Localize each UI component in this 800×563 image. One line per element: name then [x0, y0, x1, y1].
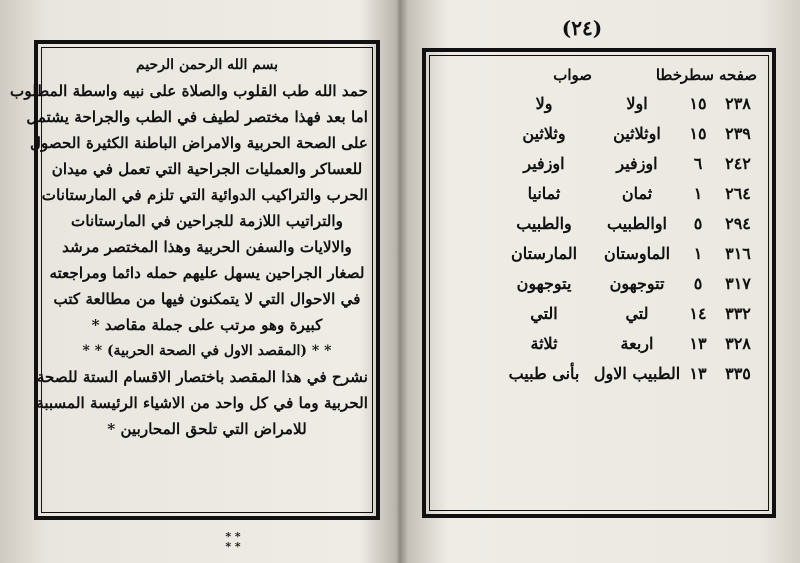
- errata-body: [436, 88, 762, 388]
- errata-page-cell: ٣٣٢: [725, 303, 751, 323]
- errata-row: [436, 268, 762, 298]
- errata-row: [436, 328, 762, 358]
- text-line: والالايات والسفن الحربية وهذا المختصر مرشد: [62, 238, 352, 256]
- errata-line-cell: ١٥: [689, 123, 707, 143]
- errata-right-cell: ثلاثة: [530, 333, 558, 353]
- left-page: [0, 0, 398, 563]
- errata-row: [436, 238, 762, 268]
- errata-row: [436, 298, 762, 328]
- errata-wrong-cell: اوزفير: [616, 153, 658, 173]
- text-line: كبيرة وهو مرتب على جملة مقاصد *: [91, 316, 323, 334]
- errata-right-cell: التي: [530, 303, 558, 323]
- errata-wrong-cell: الماوستان: [603, 243, 671, 263]
- text-line: اما بعد فهذا مختصر لطيف في الطب والجراحة يشتمل: [26, 108, 368, 126]
- errata-row: [436, 178, 762, 208]
- text-line: نشرح في هذا المقصد باختصار الاقسام الستة للصحة: [36, 368, 368, 386]
- errata-wrong-cell: اربعة: [620, 333, 654, 353]
- errata-line-cell: ٥: [693, 213, 703, 233]
- text-line: والتراتيب اللازمة للجراحين في المارستانات: [71, 212, 343, 230]
- errata-page-cell: ٢٣٨: [725, 93, 751, 113]
- errata-wrong-cell: اولا: [626, 93, 648, 113]
- errata-row: [436, 118, 762, 148]
- errata-page-cell: ٢٣٩: [725, 123, 751, 143]
- text-line: حمد الله طب القلوب والصلاة على نبيه واسطة المطلوب: [10, 82, 368, 100]
- asterisk-ornament: [218, 532, 248, 552]
- errata-row: [436, 208, 762, 238]
- header-page: صفحه: [718, 66, 758, 84]
- text-line: الحرب والتراكيب الدوائية التي تلزم في المارستانات: [41, 186, 368, 204]
- errata-line-cell: ١٥: [689, 93, 707, 113]
- errata-line-cell: ١٣: [689, 363, 707, 383]
- errata-wrong-cell: ثمان: [621, 183, 653, 203]
- errata-right-cell: وثلاثين: [522, 123, 566, 143]
- errata-page-cell: ٢٩٤: [725, 213, 751, 233]
- errata-header-row: [436, 62, 762, 88]
- errata-right-cell: والطبيب: [516, 213, 572, 233]
- ornament-text: * * * *: [225, 530, 241, 553]
- text-line: على الصحة الحربية والامراض الباطنة الكثيرة الحصول: [29, 134, 368, 152]
- errata-table: [436, 62, 762, 504]
- errata-page-cell: ٣١٦: [725, 243, 751, 263]
- errata-row: [436, 148, 762, 178]
- errata-wrong-cell: الطبيب الاول: [593, 363, 681, 383]
- errata-wrong-cell: تتوجهون: [609, 273, 665, 293]
- errata-wrong-cell: اوثلاثين: [613, 123, 661, 143]
- errata-line-cell: ٦: [693, 153, 703, 173]
- text-line: للامراض التي تلحق المحاربين *: [107, 420, 307, 438]
- errata-right-cell: بأنى طبيب: [508, 363, 580, 383]
- errata-page-cell: ٣١٧: [725, 273, 751, 293]
- section-heading: * * (المقصد الاول في الصحة الحربية) * *: [82, 343, 332, 359]
- errata-right-cell: اوزفير: [523, 153, 565, 173]
- errata-right-cell: يتوجهون: [516, 273, 572, 293]
- basmala-line: بسم الله الرحمن الرحيم: [136, 57, 278, 73]
- page-number: (٢٤): [561, 16, 603, 40]
- text-line: لصغار الجراحين يسهل عليهم حمله دائما ومراجعته: [49, 264, 365, 282]
- errata-right-cell: المارستان: [510, 243, 578, 263]
- errata-line-cell: ١: [693, 183, 703, 203]
- text-line: الحربية وما في كل واحد من الاشياء الرئيسة المسببة: [36, 394, 368, 412]
- text-line: في الاحوال التي لا يتمكنون فيها من مطالعة كتب: [53, 290, 361, 308]
- errata-line-cell: ١٣: [689, 333, 707, 353]
- errata-wrong-cell: لتي: [625, 303, 649, 323]
- header-line: سطر: [680, 66, 714, 84]
- text-line: للعساكر والعمليات الجراحية التي تعمل في ميدان: [51, 160, 363, 178]
- errata-right-cell: ثمانيا: [527, 183, 561, 203]
- left-page-frame: [10, 40, 380, 520]
- errata-line-cell: ١: [693, 243, 703, 263]
- errata-line-cell: ١٤: [689, 303, 707, 323]
- errata-page-cell: ٣٢٨: [725, 333, 751, 353]
- errata-wrong-cell: اوالطبيب: [607, 213, 667, 233]
- right-page: [402, 0, 800, 563]
- errata-page-cell: ٢٤٢: [725, 153, 751, 173]
- header-right: صواب: [553, 66, 592, 84]
- errata-page-cell: ٢٦٤: [725, 183, 751, 203]
- header-wrong: خطا: [655, 66, 682, 84]
- errata-row: [436, 358, 762, 388]
- left-page-text: [10, 52, 368, 508]
- errata-page-cell: ٣٣٥: [725, 363, 751, 383]
- errata-row: [436, 88, 762, 118]
- errata-line-cell: ٥: [693, 273, 703, 293]
- right-page-frame: [422, 48, 776, 518]
- errata-right-cell: ولا: [535, 93, 553, 113]
